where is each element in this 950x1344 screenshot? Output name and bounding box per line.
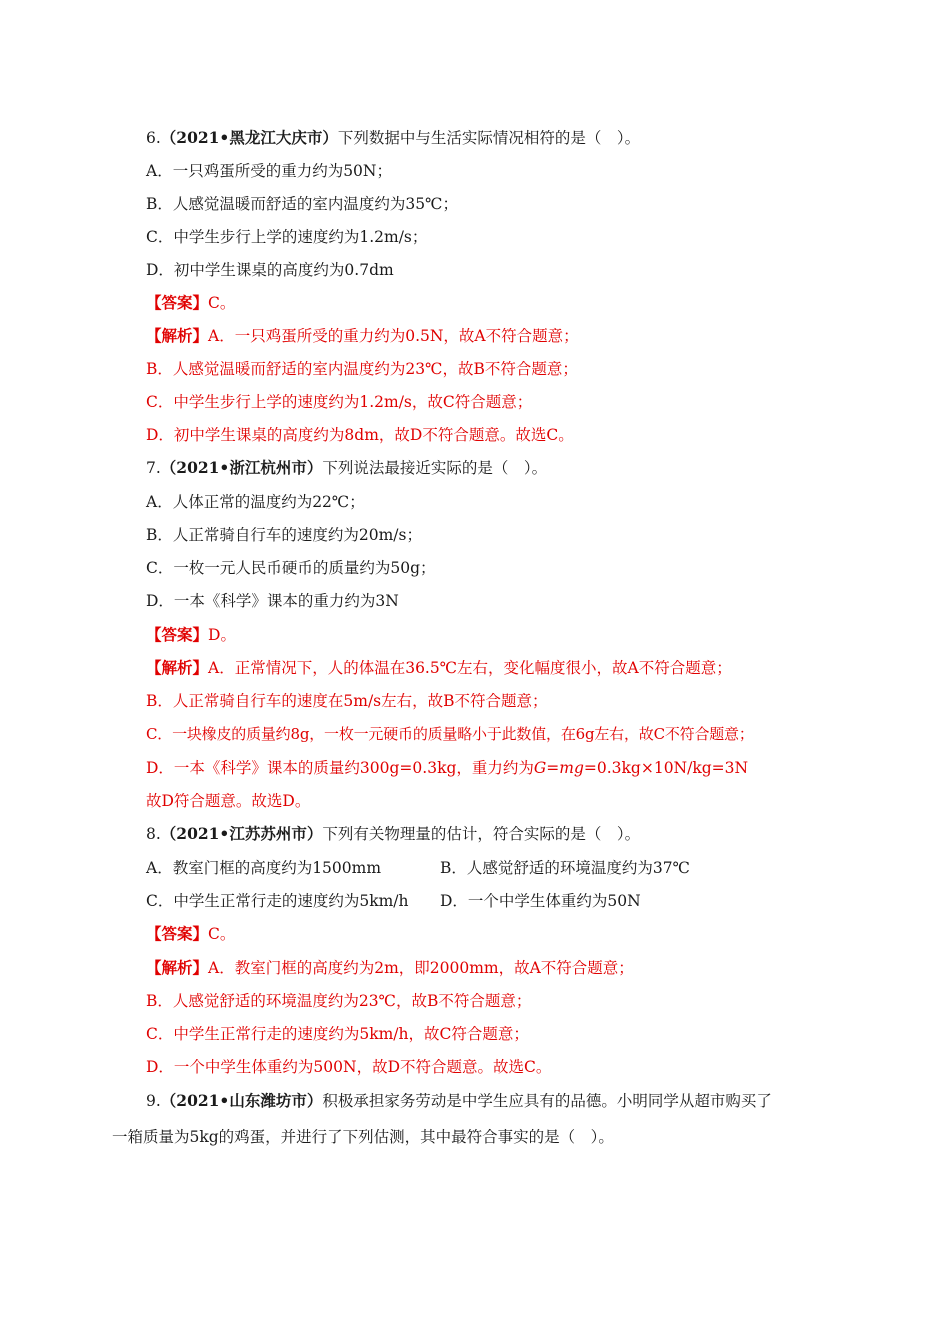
q8-answer [146,924,235,944]
q8-source: （2021•江苏苏州市） [160,824,323,843]
q8-option-a: A．教室门框的高度约为1500mm [146,859,382,877]
q9-stem-line-2: 一箱质量为5kg的鸡蛋，并进行了下列估测，其中最符合事实的是（ ）。 [112,1128,614,1146]
q6-analysis-tag: 【解析】 [146,326,209,345]
q7-stem-text: 下列说法最接近实际的是（ ）。 [322,459,548,477]
q7-number: 7. [146,459,161,477]
q7-stem [146,458,547,478]
q6-option-b: B．人感觉温暖而舒适的室内温度约为35℃； [146,195,458,213]
q7-option-b: B．人正常骑自行车的速度约为20m/s； [146,526,422,544]
q8-answer-value: C。 [208,925,236,943]
q7-analysis-tag: 【解析】 [146,658,209,677]
q6-source: （2021•黑龙江大庆市） [160,128,338,147]
q8-stem [146,824,640,844]
q7-formula: G=mg [533,759,584,777]
q6-analysis-4: D．初中学生课桌的高度约为8dm，故D不符合题意。故选C。 [146,426,574,444]
q6-option-c: C．中学生步行上学的速度约为1.2m/s； [146,228,428,246]
q7-option-a: A．人体正常的温度约为22℃； [146,493,365,511]
q6-stem-text: 下列数据中与生活实际情况相符的是（ ）。 [337,129,641,147]
q7-option-c: C．一枚一元人民币硬币的质量约为50g； [146,559,436,577]
q6-analysis-text-1: A．一只鸡蛋所受的重力约为0.5N，故A不符合题意； [208,327,579,345]
q7-analysis-3: C．一块橡皮的质量约8g，一枚一元硬币的质量略小于此数值，在6g左右，故C不符合题意； [146,725,754,743]
q7-answer-value: D。 [208,626,236,644]
q6-answer-tag: 【答案】 [146,293,209,312]
q8-number: 8. [146,825,161,843]
q7-formula-result: =0.3kg×10N/kg=3N [583,759,749,777]
q7-answer-tag: 【答案】 [146,625,209,644]
q7-answer [146,625,236,645]
q9-source: （2021•山东潍坊市） [160,1091,323,1110]
q8-answer-tag: 【答案】 [146,924,209,943]
q6-answer-value: C。 [208,294,236,312]
q8-analysis-3: C．中学生正常行走的速度约为5km/h，故C符合题意； [146,1025,529,1043]
q8-analysis-1 [146,958,634,978]
q8-option-b: B．人感觉舒适的环境温度约为37℃ [440,859,690,877]
q7-analysis-5: 故D符合题意。故选D。 [146,792,311,810]
q7-analysis-2: B．人正常骑自行车的速度在5m/s左右，故B不符合题意； [146,692,548,710]
q7-analysis-1 [146,658,732,678]
q8-analysis-4: D．一个中学生体重约为500N，故D不符合题意。故选C。 [146,1058,552,1076]
q7-source: （2021•浙江杭州市） [160,458,323,477]
q9-stem-text-1: 积极承担家务劳动是中学生应具有的品德。小明同学从超市购买了 [322,1092,772,1110]
q6-number: 6. [146,129,161,147]
q6-analysis-2: B．人感觉温暖而舒适的室内温度约为23℃，故B不符合题意； [146,360,578,378]
q6-option-a: A．一只鸡蛋所受的重力约为50N； [146,162,392,180]
q8-analysis-text-1: A．教室门框的高度约为2m，即2000mm，故A不符合题意； [208,959,634,977]
q8-stem-text: 下列有关物理量的估计，符合实际的是（ ）。 [322,825,641,843]
q7-analysis-4 [146,758,748,778]
q7-analysis-text-1: A．正常情况下，人的体温在36.5℃左右，变化幅度很小，故A不符合题意； [208,659,732,677]
q7-analysis-text-4: D．一本《科学》课本的质量约300g=0.3kg，重力约为 [146,759,534,777]
q9-number: 9. [146,1092,161,1110]
q8-option-c: C．中学生正常行走的速度约为5km/h [146,892,409,910]
q8-analysis-2: B．人感觉舒适的环境温度约为23℃，故B不符合题意； [146,992,532,1010]
q7-option-d: D．一本《科学》课本的重力约为3N [146,592,399,610]
q6-answer [146,293,235,313]
q6-stem [146,128,640,148]
q6-analysis-1 [146,326,579,346]
q6-analysis-3: C．中学生步行上学的速度约为1.2m/s，故C符合题意； [146,393,533,411]
q6-option-d: D．初中学生课桌的高度约为0.7dm [146,261,394,279]
q9-stem-line-1 [146,1091,772,1111]
q8-option-d: D．一个中学生体重约为50N [440,892,641,910]
q8-analysis-tag: 【解析】 [146,958,209,977]
